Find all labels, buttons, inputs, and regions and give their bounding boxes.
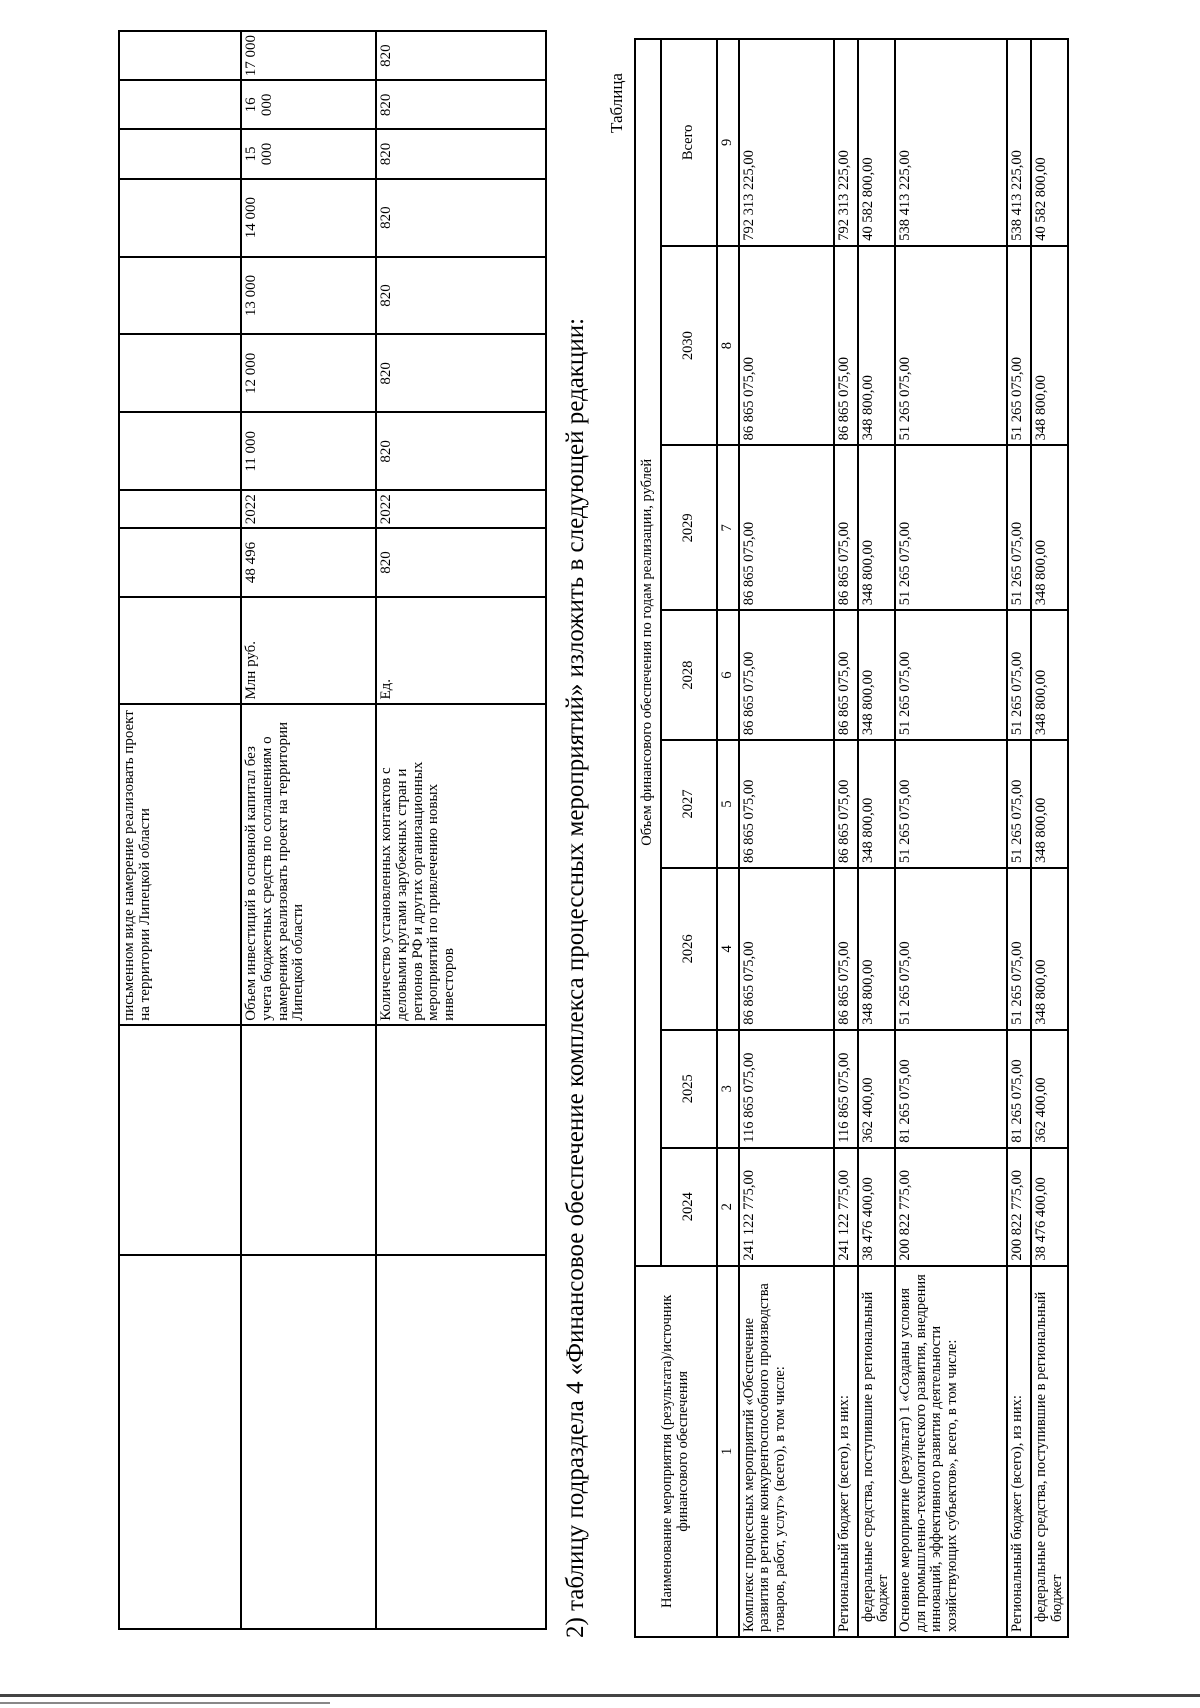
value-cell: 40 582 800,00 [1031,39,1068,246]
column-number: 2 [717,1148,739,1266]
value-cell: 348 800,00 [1031,246,1068,446]
value-cell: 51 265 075,00 [895,246,1007,446]
value-cell: 820 [376,412,546,490]
value-cell: 200 822 775,00 [895,1148,1007,1266]
row-name: Региональный бюджет (всего), из них: [834,1266,858,1637]
value-cell [119,179,241,257]
column-number: 7 [717,445,739,610]
table-row [1031,39,1068,1637]
value-cell: 51 265 075,00 [895,868,1007,1030]
value-cell: 820 [376,129,546,178]
column-number: 5 [717,740,739,868]
value-cell: 86 865 075,00 [834,246,858,446]
value-cell [119,80,241,129]
value-cell: 200 822 775,00 [1007,1148,1031,1266]
column-number: 1 [717,1266,739,1637]
value-cell: 348 800,00 [858,445,895,610]
value-cell: 16 000 [241,80,376,129]
value-cell [119,129,241,178]
value-cell [119,257,241,335]
year-header: 2026 [661,868,717,1030]
column-number: 3 [717,1030,739,1148]
value-cell: 86 865 075,00 [834,868,858,1030]
value-cell [119,490,241,528]
value-cell: 14 000 [241,179,376,257]
value-cell: 81 265 075,00 [895,1030,1007,1148]
value-cell: 116 865 075,00 [739,1030,834,1148]
value-cell: 81 265 075,00 [1007,1030,1031,1148]
value-cell: 820 [376,179,546,257]
value-cell: 40 582 800,00 [858,39,895,246]
value-cell: 538 413 225,00 [895,39,1007,246]
empty-cell [119,1025,241,1255]
indicator-cell: Объем инвестиций в основной капитал без учета бюджетных средств по соглашениям о намерениях реализовать проект на территории Липецкой области [241,704,376,1025]
row-name: Комплекс процессных мероприятий «Обеспечение развития в регионе конкурентоспособного производства товаров, работ, услуг» (всего), в том числе: [739,1266,834,1637]
value-cell: 86 865 075,00 [739,445,834,610]
column-number: 8 [717,246,739,446]
table-row [119,31,241,1629]
indicator-cell: письменном виде намерение реализовать проект на территории Липецкой области [119,704,241,1025]
value-cell: 51 265 075,00 [895,740,1007,868]
value-cell: 15 000 [241,129,376,178]
value-cell: 348 800,00 [858,868,895,1030]
year-header: 2025 [661,1030,717,1148]
year-header: 2030 [661,246,717,446]
value-cell: 116 865 075,00 [834,1030,858,1148]
value-cell: 820 [376,31,546,80]
row-name: федеральные средства, поступившие в региональный бюджет [858,1266,895,1637]
value-cell: 348 800,00 [1031,445,1068,610]
section-heading: 2) таблицу подраздела 4 «Финансовое обеспечение комплекса процессных мероприятий» изложить в следующей редакции: [562,317,589,1638]
value-cell: 51 265 075,00 [1007,868,1031,1030]
value-cell: 241 122 775,00 [834,1148,858,1266]
value-cell: 38 476 400,00 [858,1148,895,1266]
value-cell: 348 800,00 [858,740,895,868]
value-cell: 17 000 [241,31,376,80]
value-cell: 348 800,00 [858,246,895,446]
indicator-cell: Количество установленных контактов с деловыми кругами зарубежных стран и регионов РФ и других организационных мероприятий по привлечению новых инвесторов [376,704,546,1025]
value-cell: 51 265 075,00 [895,445,1007,610]
value-cell: 12 000 [241,334,376,412]
value-cell: 538 413 225,00 [1007,39,1031,246]
row-name: Региональный бюджет (всего), из них: [1007,1266,1031,1637]
value-cell: 51 265 075,00 [1007,740,1031,868]
year-header: 2024 [661,1148,717,1266]
value-cell: 48 496 [241,528,376,596]
value-cell: 362 400,00 [1031,1030,1068,1148]
value-cell: 792 313 225,00 [739,39,834,246]
value-cell: 820 [376,257,546,335]
value-cell: 86 865 075,00 [834,445,858,610]
column-number-row [717,39,739,1637]
value-cell: 51 265 075,00 [1007,445,1031,610]
year-header: 2028 [661,610,717,740]
value-cell: 820 [376,334,546,412]
value-cell [119,528,241,596]
column-group-header: Объем финансового обеспечения по годам реализации, рублей [635,39,661,1266]
value-cell: 86 865 075,00 [739,246,834,446]
empty-cell [376,1025,546,1255]
value-cell: 348 800,00 [858,610,895,740]
value-cell: 348 800,00 [1031,868,1068,1030]
year-header: 2029 [661,445,717,610]
value-cell: 241 122 775,00 [739,1148,834,1266]
value-cell: 13 000 [241,257,376,335]
column-number: 9 [717,39,739,246]
year-header: 2027 [661,740,717,868]
value-cell: 792 313 225,00 [834,39,858,246]
value-cell: 2022 [376,490,546,528]
value-cell: 86 865 075,00 [739,610,834,740]
empty-cell [376,1255,546,1629]
row-name: федеральные средства, поступившие в региональный бюджет [1031,1266,1068,1637]
value-cell [119,412,241,490]
table-row [834,39,858,1637]
column-header-name: Наименование мероприятия (результата)/источник финансового обеспечения [635,1266,717,1637]
value-cell: 38 476 400,00 [1031,1148,1068,1266]
empty-cell [241,1255,376,1629]
empty-cell [119,1255,241,1629]
finance-table [634,38,1069,1638]
table-row [739,39,834,1637]
value-cell: 86 865 075,00 [834,740,858,868]
value-cell: 51 265 075,00 [895,610,1007,740]
unit-cell: Ед. [376,597,546,704]
value-cell [119,334,241,412]
value-cell: 348 800,00 [1031,740,1068,868]
value-cell: 362 400,00 [858,1030,895,1148]
table-row [858,39,895,1637]
column-number: 4 [717,868,739,1030]
table-row [241,31,376,1629]
value-cell: 86 865 075,00 [739,868,834,1030]
value-cell: 820 [376,80,546,129]
value-cell: 11 000 [241,412,376,490]
indicators-table [118,30,547,1630]
unit-cell: Млн руб. [241,597,376,704]
column-number: 6 [717,610,739,740]
unit-cell [119,597,241,704]
total-header: Всего [661,39,717,246]
value-cell: 86 865 075,00 [834,610,858,740]
row-name: Основное мероприятие (результат) 1 «Созданы условия для промышленно-технологического развития, внедрения инноваций, эффективного развития деятельности хозяйствующих субъектов», всего, в том числе: [895,1266,1007,1637]
value-cell: 2022 [241,490,376,528]
value-cell: 86 865 075,00 [739,740,834,868]
header-row [635,39,661,1637]
table-row [1007,39,1031,1637]
value-cell [119,31,241,80]
empty-cell [241,1025,376,1255]
table-row [376,31,546,1629]
value-cell: 820 [376,528,546,596]
scan-edge-line [0,1694,1200,1697]
table-row [895,39,1007,1637]
scan-edge-line [0,1702,330,1704]
value-cell: 51 265 075,00 [1007,610,1031,740]
value-cell: 51 265 075,00 [1007,246,1031,446]
table-label: Таблица [607,73,626,133]
value-cell: 348 800,00 [1031,610,1068,740]
